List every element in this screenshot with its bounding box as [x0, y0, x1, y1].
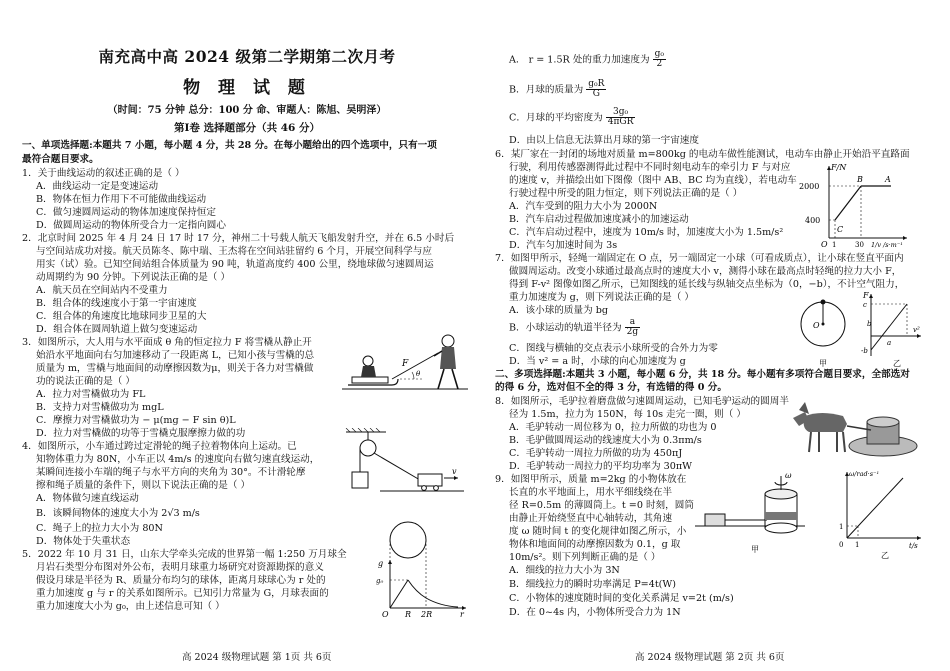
q2-stem-4: 动周期约为 90 分钟。下列说法正确的是（ ）	[36, 272, 231, 283]
q2-stem-3: 用实（试）验。已知空间站组合体质量为 90 吨，轨道高度约 400 公里，绕地球做匀速圆周运	[36, 259, 434, 270]
q6-axis-F: F/N	[831, 163, 847, 172]
q3-stem-4: 功的说法正确的是（ ）	[36, 376, 135, 387]
q5-stem-4: 重力加速度 g 与 r 的关系如图所示。已知引力常量为 G，月球表面的	[36, 588, 329, 599]
q3-sled-figure	[342, 333, 470, 397]
q9-axis-omega: ω/rad·s⁻¹	[849, 470, 880, 478]
q9-stem-4: 由静止开始绕竖直中心轴转动，其角速	[509, 513, 673, 524]
footer-right: 高 2024 级物理试题 第 2页 共 6页	[635, 652, 785, 663]
q7-label-c: c	[863, 301, 867, 309]
q5-axis-r: r	[460, 610, 464, 618]
q6-tick-2000: 2000	[799, 182, 820, 191]
q4-pulley-figure	[340, 428, 466, 498]
q9-fig-yi: 乙	[881, 551, 889, 560]
q3-force-label: F	[402, 359, 409, 369]
q2-option-a: A．航天员在空间站内不受重力	[36, 285, 168, 296]
q1-option-c: C．做匀速圆周运动的物体加速度保持恒定	[36, 207, 217, 218]
q7-option-d: D．当 v² = a 时，小球的向心加速度为 g	[509, 356, 686, 367]
q9-figures	[695, 468, 925, 560]
q5-axis-g0: g₀	[376, 577, 384, 585]
q6-stem-4: 行驶过程中所受的阻力恒定，则下列说法正确的是（ ）	[509, 188, 743, 199]
q9-option-c: C．小物体的速度随时间的变化关系满足 v=2t (m/s)	[509, 593, 734, 604]
q5-option-b: B．月球的质量为 $\frac{\text{g₀R}}{G}$	[509, 79, 605, 100]
page-right	[495, 0, 935, 671]
q4-option-c: C．绳子上的拉力大小为 80N	[36, 523, 163, 534]
q3-stem-1: 3．如图所示，大人用与水平面成 θ 角的恒定拉力 F 将雪橇从静止开	[22, 337, 312, 348]
q6-force-graph	[795, 160, 911, 248]
q9-tick-1t: 1	[855, 541, 860, 549]
q2-stem-1: 2．北京时间 2025 年 4 月 24 日 17 时 17 分，神州二十号载人航天飞船发射升空，并在 6.5 小时后	[22, 233, 455, 244]
q5-axis-g: g	[378, 559, 384, 568]
q3-angle-label: θ	[416, 370, 421, 378]
q5-stem-5: 重力加速度大小为 g₀，由上述信息可知（ ）	[36, 601, 225, 612]
q6-tick-30: 30	[855, 241, 864, 248]
q7-label-a: a	[887, 339, 892, 347]
q9-stem-3: 径 R=0.5m 的薄圆筒上。t =0 时刻，圆筒	[509, 500, 694, 511]
q4-velocity-label: v	[452, 467, 457, 476]
q9-stem-7: 10m/s²。则下列判断正确的是（ ）	[509, 552, 661, 563]
q1-option-b: B．物体在恒力作用下不可能做曲线运动	[36, 194, 207, 205]
q9-fig-jia: 甲	[751, 545, 759, 554]
q5-option-a-fraction: $\frac{\text{g₀}}{2}$	[654, 49, 665, 70]
subject-title: 物 理 试 题	[183, 78, 311, 98]
q7-stem-1: 7．如图甲所示，轻绳一端固定在 O 点，另一端固定一小球（可看成质点），让小球在竖直平面内	[495, 253, 904, 264]
q7-label-O: O	[813, 321, 820, 330]
q9-option-b: B．细线拉力的瞬时功率满足 P=4t(W)	[509, 579, 677, 590]
q6-option-b: B．汽车启动过程做加速度减小的加速运动	[509, 214, 689, 225]
q9-stem-6: 物体和地面间的动摩擦因数为 0.1，g 取	[509, 539, 681, 550]
q7-option-b: B．小球运动的轨道半径为 $\frac{a}{2g}$	[509, 317, 639, 338]
q2-option-b: B．组合体的线速度小于第一宇宙速度	[36, 298, 197, 309]
q7-fig-jia: 甲	[819, 359, 827, 368]
section1-heading-cont: 最符合题目要求。	[22, 154, 99, 165]
q6-point-A: A	[885, 175, 891, 184]
section2-heading-cont: 的得 6 分，选对但不全的得 3 分，有选错的得 0 分。	[495, 382, 727, 393]
q4-option-b: B．该瞬间物体的速度大小为 2√3 m/s	[36, 508, 200, 519]
q4-stem-3: 某瞬间连接小车端的绳子与水平方向的夹角为 30°。不计滑轮摩	[36, 467, 306, 478]
q8-option-b: B．毛驴做圆周运动的线速度大小为 0.3πm/s	[509, 435, 702, 446]
q7-fig-yi: 乙	[893, 359, 901, 368]
q3-option-a: A．拉力对雪橇做功为 FL	[36, 389, 146, 400]
q9-omega-label: ω	[785, 471, 792, 480]
q9-axis-t: t/s	[909, 542, 918, 550]
exam-title: 南充高中高 2024 级第二学期第二次月考	[98, 47, 396, 66]
q4-stem-1: 4．如图所示，小车通过跨过定滑轮的绳子拉着物体向上运动。已	[22, 441, 297, 452]
q9-option-d: D．在 0~4s 内，小物体所受合力为 1N	[509, 607, 681, 618]
section2-heading: 二、多项选择题:本题共 3 小题，每小题 6 分，共 18 分。每小题有多项符合题目要求，全部选对	[495, 369, 910, 380]
q5-stem-3: 假设月球是半径为 R、质量分布均匀的球体，距离月球球心为 r 处的	[36, 575, 326, 586]
q9-stem-1: 9．如图甲所示，质量 m=2kg 的小物体放在	[495, 474, 687, 485]
q7-option-b-fraction: $\frac{a}{2g}$	[626, 317, 639, 338]
q5-axis-R: R	[405, 610, 412, 618]
q6-stem-2: 行驶，利用传感器测得此过程中不同时刻电动车的牵引力 F 与对应	[509, 162, 791, 173]
q6-option-c: C．汽车启动过程中，速度为 10m/s 时，加速度大小为 1.5m/s²	[509, 227, 784, 238]
q5-option-b-fraction: $\frac{\text{g₀R}}{G}$	[588, 79, 605, 100]
q5-stem-2: 月岩石类型分布图对外公布，表明月球重力场研究对资源勘探的意义	[36, 562, 324, 573]
page-left	[22, 0, 472, 671]
q9-stem-2: 长直的水平地面上，用水平细线绕在半	[509, 487, 673, 498]
q8-option-c: C．毛驴转动一周拉力所做的功为 450πJ	[509, 448, 683, 459]
q6-point-B: B	[857, 175, 863, 184]
q2-option-d: D．组合体在圆周轨道上做匀变速运动	[36, 324, 198, 335]
q3-stem-2: 始沿水平地面向右匀加速移动了一段距离 L，已知小孩与雪橇的总	[36, 350, 315, 361]
q8-option-d: D．毛驴转动一周拉力的平均功率为 30πW	[509, 461, 693, 472]
q5-gravity-figure	[374, 520, 470, 618]
q1-option-d: D．做圆周运动的物体所受合力一定指向圆心	[36, 220, 226, 231]
q6-stem-1: 6．某厂家在一封闭的场地对质量 m=800kg 的电动车做性能测试，电动车由静止开始沿平直路面	[495, 149, 910, 160]
q6-option-d: D．汽车匀加速时间为 3s	[509, 240, 618, 251]
q4-stem-2: 知物体重力为 80N，小车正以 4m/s 的速度向右做匀速直线运动，	[36, 454, 320, 465]
q1-stem: 1．关于曲线运动的叙述正确的是（ ）	[22, 168, 185, 179]
q6-stem-3: 的速度 v，并描绘出如下图像（图中 AB、BC 均为直线），若电动车	[509, 175, 797, 186]
q4-stem-4: 擦和绳子质量的条件下，则以下说法正确的是（ ）	[36, 480, 251, 491]
q8-donkey-figure	[791, 400, 923, 462]
q2-option-c: C．组合体的角速度比地球同步卫星的大	[36, 311, 207, 322]
q7-option-a: A．该小球的质量为 bg	[509, 305, 609, 316]
q6-point-C: C	[837, 225, 844, 234]
section1-heading: 一、单项选择题:本题共 7 小题，每小题 4 分，共 28 分。在每小题给出的四个选项中，只有一项	[22, 140, 437, 151]
q9-tick-0: 0	[839, 541, 844, 549]
q7-stem-3: 得到 F-v² 图像如图乙所示，已知图线的延长线与纵轴交点坐标为（0，−b），不计空气阻力，	[509, 279, 905, 290]
q7-stem-4: 重力加速度为 g，则下列说法正确的是（ ）	[509, 292, 694, 303]
q9-stem-5: 度 ω 随时间 t 的变化规律如图乙所示，小	[509, 526, 687, 537]
q5-option-d: D．由以上信息无法算出月球的第一宇宙速度	[509, 135, 699, 146]
q7-label-neg-b: -b	[861, 347, 868, 355]
q5-option-c: C．月球的平均密度为 $\frac{\text{3g₀}}{\text{4πGR}}$	[509, 107, 634, 128]
q6-axis-origin: O	[821, 240, 828, 248]
q5-axis-2R: 2R	[421, 610, 433, 618]
q9-option-a: A．细线的拉力大小为 3N	[509, 565, 620, 576]
q5-stem-1: 5．2022 年 10 月 31 日，山东大学牵头完成的世界第一幅 1:250 万月球全	[22, 549, 347, 560]
q5-axis-origin: O	[382, 610, 389, 618]
q5-option-c-fraction: $\frac{\text{3g₀}}{\text{4πGR}}$	[607, 107, 634, 128]
q3-stem-3: 质量为 m，雪橇与地面间的动摩擦因数为μ，则关于各力对雪橇做	[36, 363, 314, 374]
q8-option-a: A．毛驴转动一周位移为 0，拉力所做的功也为 0	[509, 422, 717, 433]
q8-stem-2: 径为 1.5m，拉力为 150N，每 10s 走完一圈，则（ ）	[509, 409, 746, 420]
q3-option-c: C．摩擦力对雪橇做功为 − μ(mg − F sin θ)L	[36, 415, 236, 426]
q3-option-b: B．支持力对雪橇做功为 mgL	[36, 402, 164, 413]
exam-info: （时间：75 分钟 总分：100 分 命、审题人：陈旭、吴明泽）	[107, 105, 387, 116]
q4-option-a: A．物体做匀速直线运动	[36, 493, 139, 504]
q7-label-v2: v²	[913, 326, 920, 334]
q7-stem-2: 做圆周运动。改变小球通过最高点时的速度大小 v，测得小球在最高点时轻绳的拉力大小 F，	[509, 266, 902, 277]
q7-figures	[795, 290, 925, 370]
q7-option-c: C．图线与横轴的交点表示小球所受的合外力为零	[509, 343, 718, 354]
q3-option-d: D．拉力对雪橇做的功等于雪橇克服摩擦力做的功	[36, 428, 246, 439]
q4-option-d: D．物体处于失重状态	[36, 536, 131, 547]
q6-tick-400: 400	[805, 216, 821, 225]
q5-option-a: A． r = 1.5R 处的重力加速度为 $\frac{\text{g₀}}{2}$	[509, 49, 665, 70]
q9-tick-1: 1	[839, 523, 844, 531]
part1-title: 第Ⅰ卷 选择题部分（共 46 分）	[174, 122, 320, 134]
q2-stem-2: 与空间站成功对接。航天员陈冬、陈中瑞、王杰将在空间站驻留约 6 个月，开展空间科学与应	[36, 246, 432, 257]
q7-label-b: b	[867, 320, 872, 328]
q7-label-F: F	[863, 291, 869, 300]
q6-option-a: A．汽车受到的阻力大小为 2000N	[509, 201, 658, 212]
q6-axis-v: 1/v /s·m⁻¹	[871, 241, 903, 248]
q8-stem-1: 8．如图所示，毛驴拉着磨盘做匀速圆周运动，已知毛驴运动的圆周半	[495, 396, 789, 407]
footer-left: 高 2024 级物理试题 第 1页 共 6页	[182, 652, 332, 663]
q6-tick-1: 1	[832, 241, 837, 248]
q1-option-a: A．曲线运动一定是变速运动	[36, 181, 159, 192]
